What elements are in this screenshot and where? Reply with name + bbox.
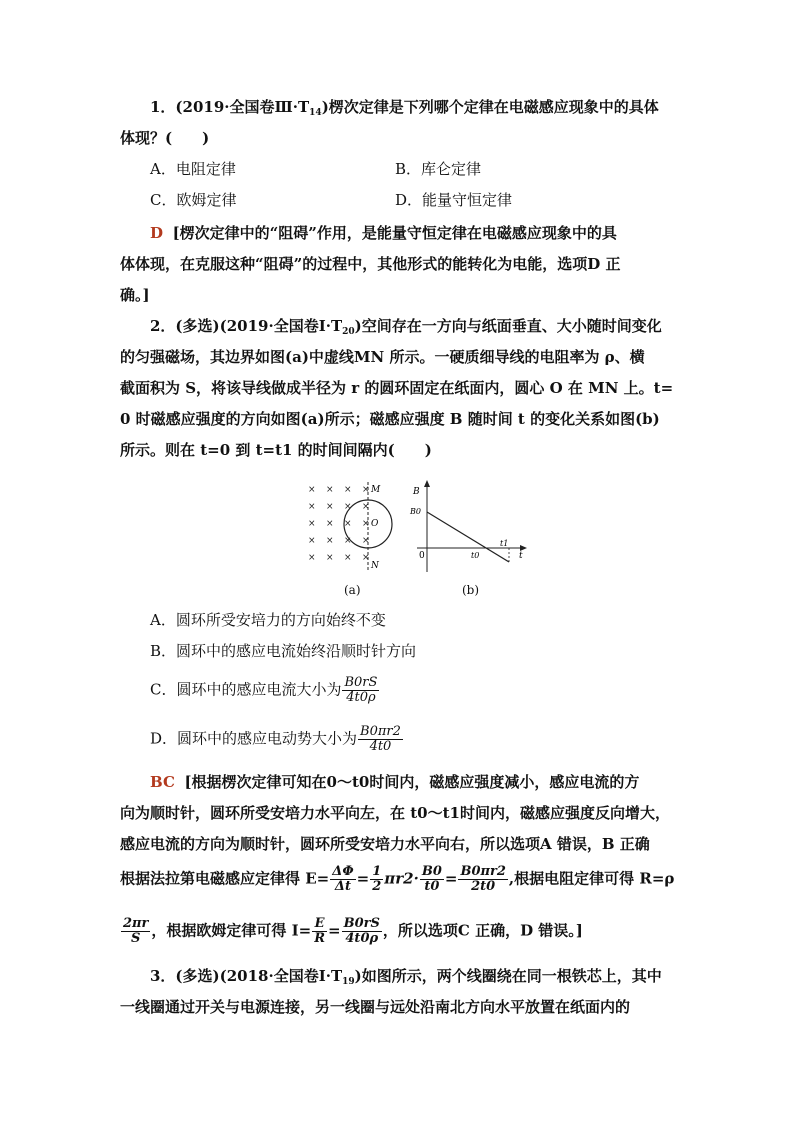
q1-answer: D	[150, 224, 164, 242]
q1-explanation-line2: 体体现，在克服这种“阻碍”的过程中，其他形式的能转化为电能，选项D 正	[120, 255, 621, 273]
figure-a	[300, 478, 410, 578]
q1-option-d: D．能量守恒定律	[395, 191, 513, 209]
q3-stem-line2: 一线圈通过开关与电源连接，另一线圈与远处沿南北方向水平放置在纸面内的	[120, 998, 631, 1016]
svg-text:×: ×	[344, 536, 352, 546]
q2-explanation-line3: 感应电流的方向为顺时针，圆环所受安培力水平向右，所以选项A 错误，B 正确	[120, 835, 650, 853]
q2-stem-line5: 所示。则在 t=0 到 t=t1 的时间间隔内( )	[120, 441, 432, 459]
svg-text:×: ×	[326, 502, 334, 512]
b-t-graph-line	[427, 512, 509, 562]
q1-stem-line1: 1．(2019·全国卷$Ⅲ\cdot T_{14}$)楞次定律是下列哪个定律在电磁感应现象中的具体	[150, 98, 659, 118]
figure-b-caption: (b)	[462, 583, 480, 597]
label-o: O	[371, 519, 379, 529]
svg-text:×: ×	[326, 553, 334, 563]
q1-stem-line2: 体现？( )	[120, 129, 210, 147]
svg-text:×: ×	[326, 536, 334, 546]
q2-option-a: A．圆环所受安培力的方向始终不变	[150, 611, 386, 629]
q2-option-d: D．圆环中的感应电动势大小为 $\frac{B0\pi r2}{4t0}$	[150, 724, 401, 754]
q1-explanation-line3: 确。]	[120, 286, 150, 304]
svg-text:×: ×	[344, 502, 352, 512]
q2-stem-line1: 2．(多选)(2019·全国卷$Ⅰ\cdot T_{20}$)空间存在一方向与纸面垂直、大小随时间变化	[150, 317, 662, 337]
q3-stem-line1: 3．(多选)(2018·全国卷$Ⅰ\cdot T_{19}$)如图所示，两个线圈绕在同一根铁芯上，其中	[150, 967, 662, 987]
q2-option-b: B．圆环中的感应电流始终沿顺时针方向	[150, 642, 417, 660]
figure-a-caption: (a)	[344, 583, 361, 597]
svg-text:×: ×	[308, 536, 316, 546]
svg-text:×: ×	[362, 502, 370, 512]
svg-text:×: ×	[326, 485, 334, 495]
q2-explanation-line1: BC [根据楞次定律可知在0～t0时间内，磁感应强度减小，感应电流的方	[150, 773, 640, 791]
q2-stem-line4: 0 时磁感应强度的方向如图(a)所示；磁感应强度 B 随时间 t 的变化关系如图(b)	[120, 410, 660, 428]
label-t1: t1	[500, 539, 509, 548]
svg-text:×: ×	[308, 502, 316, 512]
q1-option-a: A．电阻定律	[150, 160, 236, 178]
q1-explanation-line1: D [楞次定律中的“阻碍”作用，是能量守恒定律在电磁感应现象中的具	[150, 224, 617, 242]
label-t0: t0	[471, 551, 480, 560]
svg-text:×: ×	[326, 519, 334, 529]
svg-text:×: ×	[362, 553, 370, 563]
svg-text:×: ×	[308, 553, 316, 563]
label-m: M	[371, 485, 381, 495]
svg-text:×: ×	[362, 485, 370, 495]
label-b: B	[413, 487, 420, 497]
q2-explanation-line5: $\frac{2\pi r}{S}$ ，根据欧姆定律可得 I= $\frac{E}{R}$ = $\frac{B0rS}{4t0\rho}$ ，所以选项C 正确，D 错误。]	[123, 916, 583, 946]
label-b0: B0	[410, 507, 421, 516]
svg-text:×: ×	[344, 553, 352, 563]
magnetic-field-crosses	[308, 485, 370, 563]
q2-explanation-line2: 向为顺时针，圆环所受安培力水平向左，在 t0～t1时间内，磁感应强度反向增大，	[120, 804, 670, 822]
q1-option-b: B．库仑定律	[395, 160, 482, 178]
q2-explanation-line4: 根据法拉第电磁感应定律得 E= $\frac{\Delta\Phi}{\Delta t}$ = $\frac{1}{2}$ πr2· $\frac{B0}{t0}$ = $\frac{B0\pi r2}{2t0}$ ,根据电阻定律可得 R=ρ	[120, 864, 675, 894]
svg-text:×: ×	[344, 519, 352, 529]
svg-text:×: ×	[362, 519, 370, 529]
label-t: t	[519, 551, 523, 561]
q1-option-c: C．欧姆定律	[150, 191, 237, 209]
label-origin: 0	[419, 551, 425, 561]
svg-text:×: ×	[344, 485, 352, 495]
svg-text:×: ×	[308, 485, 316, 495]
svg-text:×: ×	[362, 536, 370, 546]
label-n: N	[371, 561, 379, 571]
q2-stem-line3: 截面积为 S，将该导线做成半径为 r 的圆环固定在纸面内，圆心 O 在 MN 上。t=	[120, 379, 674, 397]
svg-text:×: ×	[308, 519, 316, 529]
figure-b	[405, 478, 530, 578]
q2-answer: BC	[150, 773, 175, 791]
q2-stem-line2: 的匀强磁场，其边界如图(a)中虚线MN 所示。一硬质细导线的电阻率为 ρ、横	[120, 348, 645, 366]
q2-option-c: C．圆环中的感应电流大小为 $\frac{B0rS}{4t0\rho}$	[150, 675, 378, 705]
